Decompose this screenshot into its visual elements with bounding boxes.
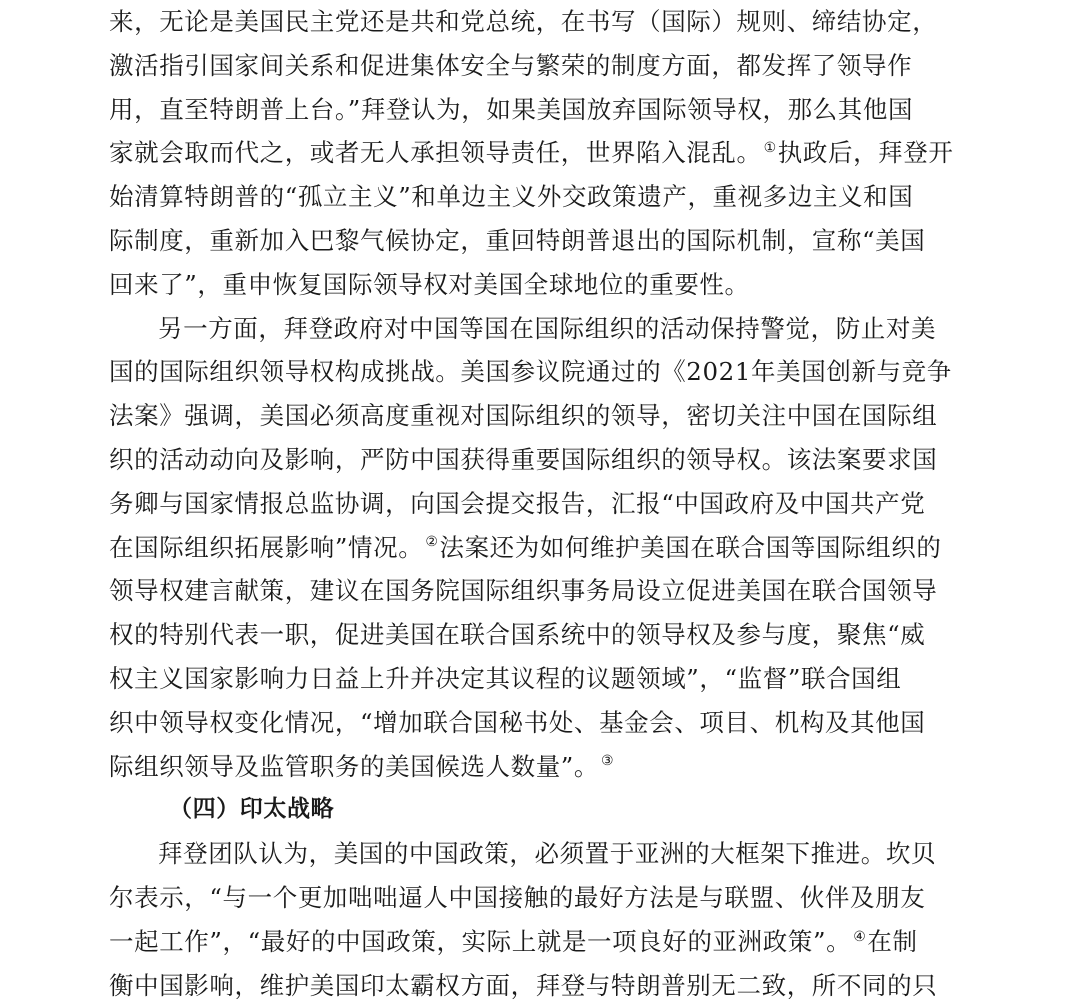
text-span: 在国际组织拓展影响”情况。	[109, 532, 424, 562]
text-line: 际制度，重新加入巴黎气候协定，重回特朗普退出的国际机制，宣称“美国	[109, 225, 926, 255]
text-span: 执政后，拜登开	[777, 138, 954, 168]
text-line	[109, 920, 959, 964]
text-line: 务卿与国家情报总监协调，向国会提交报告，汇报“中国政府及中国共产党	[109, 488, 926, 518]
text-span: 家就会取而代之，或者无人承担领导责任，世界陷入混乱。	[109, 138, 762, 168]
text-line	[109, 526, 959, 570]
text-line: 尔表示，“与一个更加咄咄逼人中国接触的最好方法是与联盟、伙伴及朋友	[109, 882, 926, 912]
text-span: 在制	[867, 926, 918, 956]
text-line: 始清算特朗普的“孤立主义”和单边主义外交政策遗产，重视多边主义和国	[109, 182, 914, 212]
text-line: 织中领导权变化情况，“增加联合国秘书处、基金会、项目、机构及其他国	[109, 707, 926, 737]
footnote-marker: ④	[853, 928, 867, 945]
paragraph-first-line: 另一方面，拜登政府对中国等国在国际组织的活动保持警觉，防止对美	[158, 313, 937, 343]
footnote-marker: ③	[601, 753, 615, 770]
section-heading: （四）印太战略	[169, 796, 335, 823]
text-span: 际组织领导及监管职务的美国候选人数量”。	[109, 751, 600, 781]
text-line: 权的特别代表一职，促进美国在联合国系统中的领导权及参与度，聚焦“威	[109, 620, 926, 650]
text-line: 法案》强调，美国必须高度重视对国际组织的领导，密切关注中国在国际组	[109, 401, 938, 431]
text-line: 回来了”，重申恢复国际领导权对美国全球地位的重要性。	[109, 269, 750, 299]
paragraph-first-line: 拜登团队认为，美国的中国政策，必须置于亚洲的大框架下推进。坎贝	[158, 839, 937, 869]
text-line: 国的国际组织领导权构成挑战。美国参议院通过的《2021年美国创新与竞争	[109, 357, 952, 387]
text-line: 来，无论是美国民主党还是共和党总统，在书写（国际）规则、缔结协定，	[109, 7, 938, 36]
text-line: 用，直至特朗普上台。”拜登认为，如果美国放弃国际领导权，那么其他国	[109, 94, 914, 124]
text-line	[109, 131, 959, 175]
footnote-marker: ①	[763, 140, 777, 157]
footnote-marker: ②	[425, 534, 439, 551]
text-line	[109, 745, 959, 789]
document-page	[109, 0, 959, 1007]
text-line: 织的活动动向及影响，严防中国获得重要国际组织的领导权。该法案要求国	[109, 444, 938, 474]
text-span: 一起工作”，“最好的中国政策，实际上就是一项良好的亚洲政策”。	[109, 926, 852, 956]
text-span: 法案还为如何维护美国在联合国等国际组织的	[439, 532, 942, 562]
text-line: 衡中国影响，维护美国印太霸权方面，拜登与特朗普别无二致，所不同的只	[109, 970, 938, 1000]
text-line: 领导权建言献策，建议在国务院国际组织事务局设立促进美国在联合国领导	[109, 576, 938, 606]
text-line: 权主义国家影响力日益上升并决定其议程的议题领域”，“监督”联合国组	[109, 663, 902, 693]
text-line: 激活指引国家间关系和促进集体安全与繁荣的制度方面，都发挥了领导作	[109, 50, 913, 80]
